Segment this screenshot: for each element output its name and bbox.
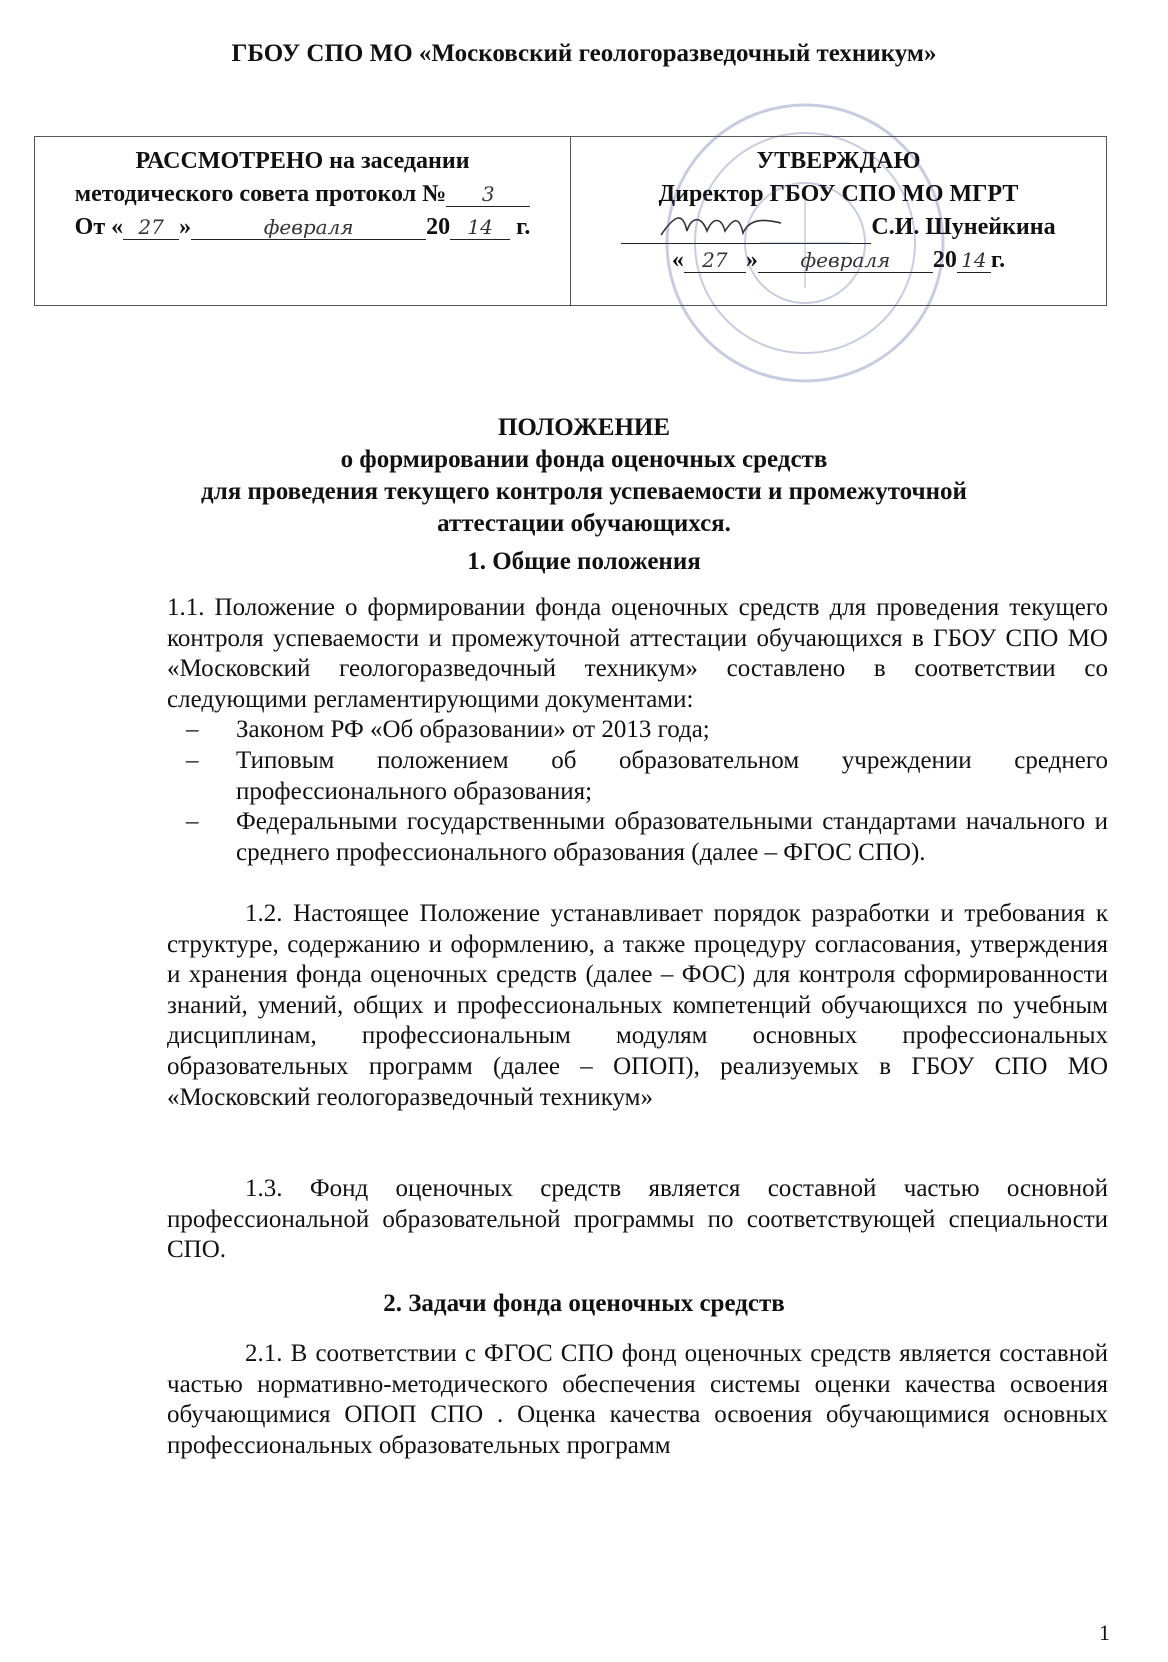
protocol-label: методического совета протокол №: [74, 181, 447, 207]
reviewed-block: [35, 137, 571, 305]
list-item-text: Типовым положением об образовательном учреждении среднего профессионального образования;: [236, 747, 1108, 805]
protocol-number: 3: [446, 182, 530, 207]
approved-line2: Директор ГБОУ СПО МО МГРТ: [658, 181, 1019, 207]
reviewed-line1: РАССМОТРЕНО на заседании: [135, 148, 470, 174]
document-title: [0, 412, 1168, 540]
date-close-quote: »: [745, 247, 758, 273]
year-prefix: 20: [426, 214, 451, 240]
list-item-text: Федеральными государственными образовательными стандартами начального и среднего профессионального образования (далее – ФГОС СПО).: [236, 808, 1108, 866]
title-line4: аттестации обучающихся.: [437, 510, 731, 537]
section2-heading: 2. Задачи фонда оценочных средств: [383, 1290, 785, 1317]
signer-name: С.И. Шунейкина: [871, 214, 1056, 240]
title-line3: для проведения текущего контроля успеваемости и промежуточной: [201, 478, 967, 505]
reviewed-day: 27: [123, 215, 179, 240]
list-item: [186, 746, 1108, 807]
approved-year: 14: [957, 248, 991, 273]
year-prefix: 20: [932, 247, 957, 273]
list-item: [186, 715, 1108, 746]
year-suffix: г.: [990, 247, 1006, 273]
date-open-quote: От «: [74, 214, 124, 240]
section1-heading: 1. Общие положения: [467, 548, 701, 575]
title-line1: ПОЛОЖЕНИЕ: [497, 414, 671, 441]
reviewed-year: 14: [450, 215, 510, 240]
date-open-quote: «: [671, 247, 684, 273]
list-item-text: Законом РФ «Об образовании» от 2013 года;: [236, 716, 710, 743]
reviewed-month: февраля: [191, 215, 426, 240]
approved-day: 27: [684, 248, 746, 273]
approved-month: февраля: [758, 248, 933, 273]
title-line2: о формировании фонда оценочных средств: [340, 446, 828, 473]
organization-header: ГБОУ СПО МО «Московский геологоразведочный техникум»: [231, 40, 937, 67]
paragraph-1-1: 1.1. Положение о формировании фонда оценочных средств для проведения текущего контроля успеваемости и промежуточной аттестации обучающихся в ГБОУ СПО МО «Московский геологоразведочный техникум» составлено в соответствии со следующими регламентирующими документами:: [167, 594, 1108, 713]
list-item: [186, 807, 1108, 868]
year-suffix: г.: [516, 214, 531, 240]
reviewed-line2: [35, 178, 570, 211]
list-dash: –: [186, 747, 199, 774]
page-number: 1: [1099, 1620, 1110, 1645]
paragraph-1-2: 1.2. Настоящее Положение устанавливает порядок разработки и требования к структуре, содержанию и оформлению, а также процедуру согласования, утверждения и хранения фонда оценочных средств (далее – ФОС) для контроля сформированности знаний, умений, общих и профессиональных компетенций обучающихся по учебным дисциплинам, профессиональным модулям основных профессиональных образовательных программ (далее – ОПОП), реализуемых в ГБОУ СПО МО «Московский геологоразведочный техникум»: [167, 900, 1108, 1111]
list-dash: –: [186, 808, 199, 835]
approved-line1: УТВЕРЖДАЮ: [756, 148, 921, 174]
paragraph-1-3: 1.3. Фонд оценочных средств является составной частью основной профессиональной образовательной программы по соответствующей специальности СПО.: [167, 1175, 1108, 1264]
list-dash: –: [186, 716, 199, 743]
seal-stamp-icon: [660, 98, 950, 388]
paragraph-2-1: 2.1. В соответствии с ФГОС СПО фонд оценочных средств является составной частью нормативно-методического обеспечения системы оценки качества освоения обучающимися ОПОП СПО . Оценка качества освоения обучающимися основных профессиональных образовательных программ: [167, 1340, 1108, 1459]
reviewed-date: [35, 211, 570, 244]
date-close-quote: »: [179, 214, 192, 240]
